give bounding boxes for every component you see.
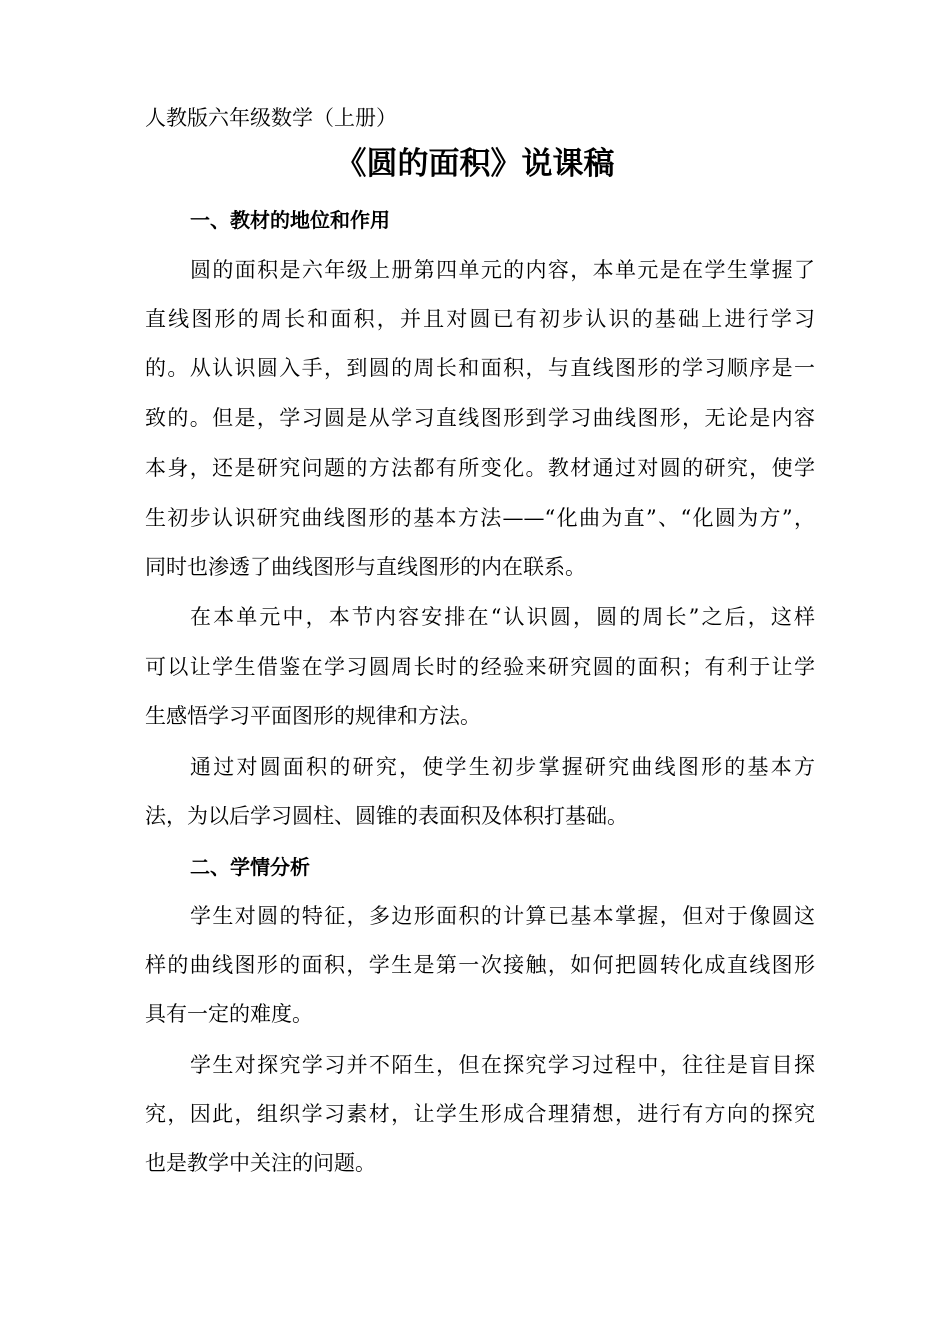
text-line: 的。从认识圆入手，到圆的周长和面积，与直线图形的学习顺序是一	[145, 356, 815, 380]
text-line: 样的曲线图形的面积，学生是第一次接触，如何把圆转化成直线图形	[145, 953, 815, 977]
document-header: 人教版六年级数学（上册）	[145, 106, 397, 130]
text-line: 在本单元中，本节内容安排在“认识圆，圆的周长”之后，这样	[190, 605, 815, 629]
text-line: 究，因此，组织学习素材，让学生形成合理猜想，进行有方向的探究	[145, 1102, 815, 1126]
text-line: 学生对圆的特征，多边形面积的计算已基本掌握，但对于像圆这	[190, 904, 815, 928]
text-line: 法，为以后学习圆柱、圆锥的表面积及体积打基础。	[145, 804, 628, 828]
text-line: 圆的面积是六年级上册第四单元的内容，本单元是在学生掌握了	[190, 258, 815, 282]
section-heading-textbook-role: 一、教材的地位和作用	[190, 208, 390, 232]
text-line: 学生对探究学习并不陌生，但在探究学习过程中，往往是盲目探	[190, 1053, 815, 1077]
text-line: 本身，还是研究问题的方法都有所变化。教材通过对圆的研究，使学	[145, 456, 815, 480]
text-line: 直线图形的周长和面积，并且对圆已有初步认识的基础上进行学习	[145, 307, 815, 331]
text-line: 也是教学中关注的问题。	[145, 1151, 376, 1175]
section-heading-student-analysis: 二、学情分析	[190, 855, 310, 879]
text-line: 可以让学生借鉴在学习圆周长时的经验来研究圆的面积；有利于让学	[145, 655, 815, 679]
text-line: 致的。但是，学习圆是从学习直线图形到学习曲线图形，无论是内容	[145, 406, 815, 430]
text-line: 生感悟学习平面图形的规律和方法。	[145, 704, 481, 728]
text-line: 通过对圆面积的研究，使学生初步掌握研究曲线图形的基本方	[190, 755, 815, 779]
text-line: 具有一定的难度。	[145, 1002, 313, 1026]
document-title: 《圆的面积》说课稿	[335, 146, 615, 182]
text-line: 同时也渗透了曲线图形与直线图形的内在联系。	[145, 555, 586, 579]
text-line: 生初步认识研究曲线图形的基本方法——“化曲为直”、“化圆为方”，	[145, 506, 815, 530]
